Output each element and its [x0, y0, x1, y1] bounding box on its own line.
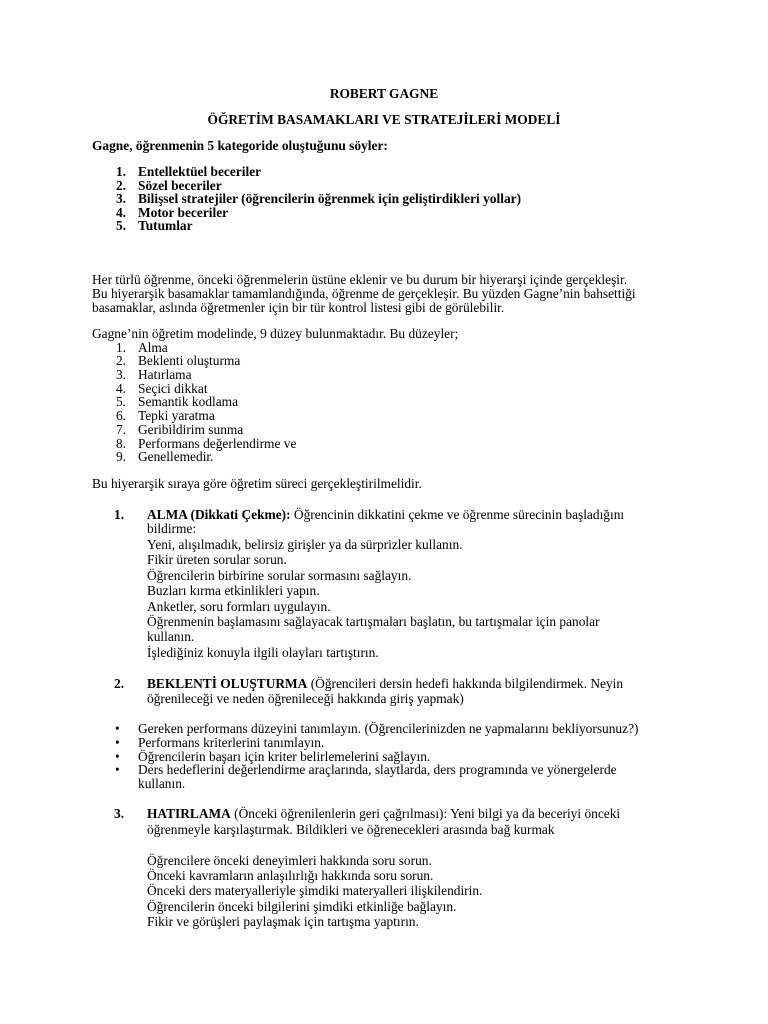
- level-number: 7.: [115, 421, 126, 437]
- level-number: 6.: [115, 408, 126, 423]
- level-number: 5.: [115, 394, 126, 409]
- section2-bullet-continuation: kullanın.: [138, 776, 186, 791]
- level-number: 2.: [115, 353, 126, 368]
- level-item: Tepki yaratma: [138, 408, 215, 423]
- document-subtitle: ÖĞRETİM BASAMAKLARI VE STRATEJİLERİ MODELİ: [207, 112, 561, 127]
- section3-line: Önceki ders materyalleriyle şimdiki materyalleri ilişkilendirin.: [147, 883, 483, 898]
- category-item: Entellektüel beceriler: [138, 164, 262, 179]
- section1-line: kullanın.: [147, 629, 195, 644]
- hierarchy-paragraph-line: Her türlü öğrenme, önceki öğrenmelerin üstüne eklenir ve bu durum bir hiyerarşi içinde gerçekleşir.: [92, 272, 628, 287]
- section3-heading: HATIRLAMA: [147, 806, 231, 821]
- level-item: Semantik kodlama: [138, 394, 239, 409]
- section-number: 3.: [114, 806, 125, 821]
- section3-line: Önceki kavramların anlaşılırlığı hakkında soru sorun.: [147, 868, 434, 883]
- level-item: Genellemedir.: [138, 449, 214, 464]
- bullet-marker: •: [115, 721, 120, 736]
- section1-line: Yeni, alışılmadık, belirsiz girişler ya da sürprizler kullanın.: [147, 537, 463, 552]
- category-number: 1.: [115, 164, 126, 179]
- level-item: Beklenti oluşturma: [138, 353, 241, 368]
- bullet-marker: •: [115, 762, 120, 777]
- section2-bullet-item: Ders hedeflerini değerlendirme araçlarında, slaytlarda, ders programında ve yönergelerde: [138, 762, 617, 777]
- level-item: Hatırlama: [138, 366, 192, 382]
- category-item: Sözel beceriler: [138, 177, 222, 193]
- section-number: 1.: [114, 507, 125, 522]
- level-item: Alma: [138, 339, 168, 355]
- section2-bullet-item: Performans kriterlerini tanımlayın.: [138, 735, 325, 750]
- category-item: Tutumlar: [138, 218, 193, 233]
- section1-line: Fikir üreten sorular sorun.: [147, 552, 287, 567]
- section1-line: bildirme:: [147, 521, 197, 536]
- levels-intro: Gagne’nin öğretim modelinde, 9 düzey bulunmaktadır. Bu düzeyler;: [92, 326, 459, 341]
- category-number: 2.: [115, 177, 126, 193]
- level-item: Geribildirim sunma: [138, 421, 244, 437]
- section1-line: İşlediğiniz konuyla ilgili olayları tartıştırın.: [147, 645, 379, 660]
- document-title: ROBERT GAGNE: [329, 86, 439, 101]
- section2-first-line: [147, 677, 623, 691]
- category-item: Motor beceriler: [138, 204, 229, 220]
- level-number: 1.: [115, 339, 126, 355]
- section1-line: Öğrencilerin birbirine sorular sormasını sağlayın.: [147, 568, 412, 583]
- section-number: 2.: [114, 676, 125, 691]
- section1-description: Öğrencinin dikkatini çekme ve öğrenme sürecinin başladığını: [290, 507, 625, 522]
- category-number: 5.: [115, 218, 126, 233]
- hierarchy-paragraph-line: Bu hiyerarşik basamaklar tamamlandığında, öğrenme de gerçekleşir. Bu yüzden Gagne’nin bahsettiği: [92, 286, 636, 301]
- section2-description: (Öğrencileri dersin hedefi hakkında bilgilendirmek. Neyin: [307, 676, 624, 691]
- bullet-marker: •: [115, 735, 120, 750]
- section2-heading: BEKLENTİ OLUŞTURMA: [147, 676, 308, 691]
- section3-line: öğrenmeyle karşılaştırmak. Bildikleri ve öğrenecekleri arasında bağ kurmak: [147, 822, 555, 837]
- level-number: 4.: [115, 380, 126, 396]
- categories-intro: Gagne, öğrenmenin 5 kategoride oluştuğunu söyler:: [92, 138, 388, 153]
- section2-bullet-item: Öğrencilerin başarı için kriter belirlemelerini sağlayın.: [138, 748, 431, 764]
- category-number: 4.: [115, 204, 126, 220]
- level-item: Seçici dikkat: [138, 380, 208, 396]
- order-sentence: Bu hiyerarşik sıraya göre öğretim süreci gerçekleştirilmelidir.: [92, 476, 422, 491]
- level-item: Performans değerlendirme ve: [138, 435, 297, 451]
- section3-line: Fikir ve görüşleri paylaşmak için tartışma yaptırın.: [147, 914, 419, 929]
- section3-first-line: [147, 807, 620, 821]
- section2-line: öğrenileceği ve neden öğrenileceği hakkında giriş yapmak): [147, 691, 464, 706]
- hierarchy-paragraph-line: basamaklar, aslında öğretmenler için bir tür kontrol listesi gibi de görülebilir.: [92, 299, 505, 315]
- bullet-marker: •: [115, 748, 120, 764]
- level-number: 9.: [115, 449, 126, 464]
- section3-line: Öğrencilerin önceki bilgilerini şimdiki etkinliğe bağlayın.: [147, 899, 457, 914]
- category-item: Bilişsel stratejiler (öğrencilerin öğrenmek için geliştirdikleri yollar): [138, 191, 522, 206]
- section1-line: Buzları kırma etkinlikleri yapın.: [147, 583, 320, 598]
- level-number: 8.: [115, 435, 126, 451]
- section1-first-line: [147, 508, 624, 522]
- section3-line: Öğrencilere önceki deneyimleri hakkında soru sorun.: [147, 853, 432, 868]
- section1-heading: ALMA (Dikkati Çekme):: [147, 507, 291, 522]
- section1-line: Anketler, soru formları uygulayın.: [147, 599, 331, 614]
- level-number: 3.: [115, 366, 126, 382]
- category-number: 3.: [115, 191, 126, 206]
- section3-description: (Önceki öğrenilenlerin geri çağrılması): Yeni bilgi ya da beceriyi önceki: [230, 806, 621, 821]
- section1-line: Öğrenmenin başlamasını sağlayacak tartışmaları başlatın, bu tartışmalar için panolar: [147, 614, 600, 629]
- section2-bullet-item: Gereken performans düzeyini tanımlayın. (Öğrencilerinizden ne yapmalarını bekliyorsunuz?): [138, 721, 639, 736]
